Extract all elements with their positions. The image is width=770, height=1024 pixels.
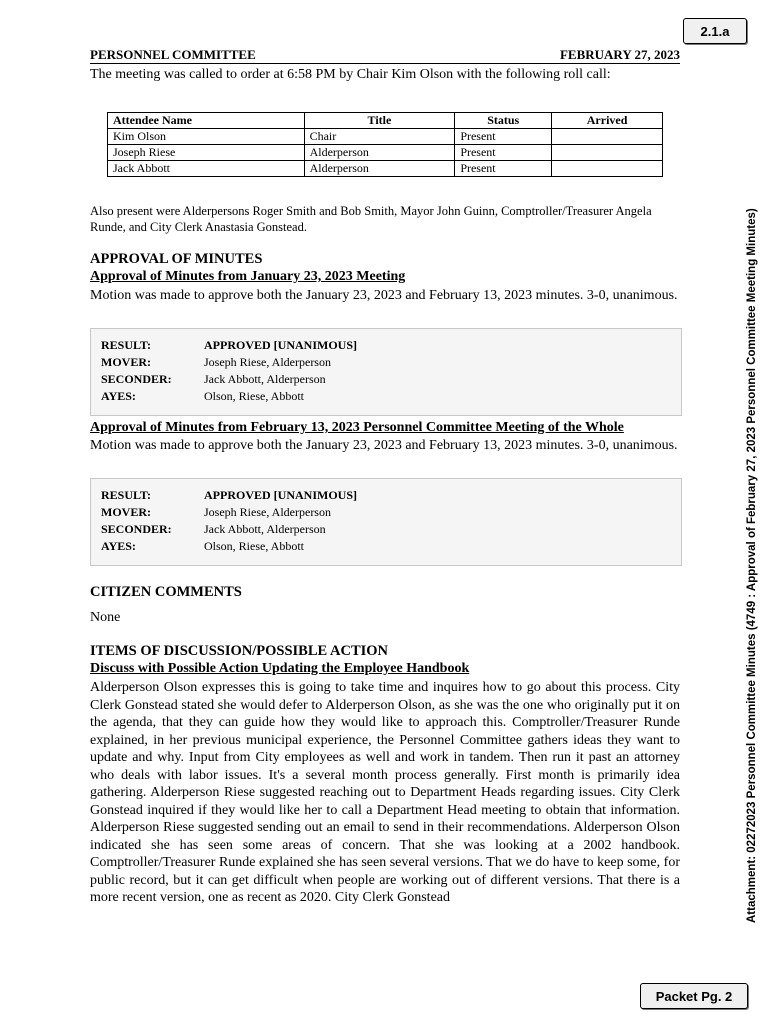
vote-value: APPROVED [UNANIMOUS] <box>204 338 357 352</box>
attendee-title: Chair <box>304 129 455 145</box>
vote-row <box>101 487 357 504</box>
column-header: Attendee Name <box>108 113 305 129</box>
approval-item-1-text: Motion was made to approve both the January 23, 2023 and February 13, 2023 minutes. 3-0, unanimous. <box>90 288 678 303</box>
approval-item-1-title: Approval of Minutes from January 23, 2023 Meeting <box>90 269 406 284</box>
approval-item-2-text: Motion was made to approve both the January 23, 2023 and February 13, 2023 minutes. 3-0, unanimous. <box>90 438 678 453</box>
vote-value: Olson, Riese, Abbott <box>204 539 305 553</box>
vote-row <box>101 538 304 555</box>
table-header-row <box>108 113 663 129</box>
vote-value: Olson, Riese, Abbott <box>204 389 305 403</box>
vote-result-box-1 <box>90 328 682 416</box>
attendee-status: Present <box>455 161 552 177</box>
attendee-name: Jack Abbott <box>108 161 305 177</box>
attendee-status: Present <box>455 145 552 161</box>
meeting-date: FEBRUARY 27, 2023 <box>559 47 680 62</box>
table-row <box>108 145 663 161</box>
attendee-title: Alderperson <box>304 145 455 161</box>
vote-label: SECONDER: <box>101 522 172 536</box>
vote-value: Joseph Riese, Alderperson <box>204 355 331 369</box>
roll-call-table <box>107 112 663 177</box>
vote-label: RESULT: <box>101 338 152 352</box>
vote-row <box>101 337 357 354</box>
attachment-sidebar-text: Attachment: 02272023 Personnel Committee Minutes (4749 : Approval of February 27, 2023 Personnel Committee Meeting Minutes) <box>746 208 758 923</box>
attendee-title: Alderperson <box>304 161 455 177</box>
attendee-arrived <box>552 129 663 145</box>
also-present-text: Also present were Alderpersons Roger Smith and Bob Smith, Mayor John Guinn, Comptroller/Treasurer Angela Runde, and City Clerk Anastasia Gonstead. <box>90 204 652 234</box>
attendee-name: Joseph Riese <box>108 145 305 161</box>
discussion-item-text: Alderperson Olson expresses this is going to take time and inquires how to go about this process. City Clerk Gonstead stated she would defer to Alderperson Olson, as she was the one who originally put it on the agenda, that they can guide how they would like to approach this. Comptroller/Treasurer Runde explained, in her previous municipal experience, the Personnel Committee gathers ideas they want to update and why. Input from City employees as well and work in tandem. Then run it past an attorney who deals with labor issues. It's a several month process generally. First month is primarily idea gathering. Alderperson Riese suggested reaching out to Department Heads regarding issues. City Clerk Gonstead inquired if they would like her to call a Department Head meeting to obtain that information. Alderperson Riese suggested sending out an email to send in their recommendations. Alderperson Olson indicated she has seen some areas of concern. That she was looking at a 2002 handbook. Comptroller/Treasurer Runde explained she has seen several versions. That we do have to keep some, for public record, but it can get difficult when people are working out of different versions. That there is a more recent version, one as recent as 2020. City Clerk Gonstead <box>90 680 680 905</box>
vote-result-box-2 <box>90 478 682 566</box>
attendee-arrived <box>552 161 663 177</box>
vote-label: AYES: <box>101 539 136 553</box>
table-row <box>108 129 663 145</box>
vote-value: Jack Abbott, Alderperson <box>204 372 326 386</box>
attendee-status: Present <box>455 129 552 145</box>
discussion-heading: ITEMS OF DISCUSSION/POSSIBLE ACTION <box>90 643 389 659</box>
packet-page-number: Packet Pg. 2 <box>640 983 748 1009</box>
table-row <box>108 161 663 177</box>
column-header: Title <box>304 113 455 129</box>
vote-label: RESULT: <box>101 488 152 502</box>
vote-row <box>101 521 326 538</box>
vote-row <box>101 388 304 405</box>
committee-name: PERSONNEL COMMITTEE <box>90 47 256 62</box>
vote-value: Joseph Riese, Alderperson <box>204 505 331 519</box>
vote-value: APPROVED [UNANIMOUS] <box>204 488 357 502</box>
vote-label: MOVER: <box>101 505 151 519</box>
column-header: Status <box>455 113 552 129</box>
intro-text: The meeting was called to order at 6:58 PM by Chair Kim Olson with the following roll call: <box>90 67 611 82</box>
citizen-comments-heading: CITIZEN COMMENTS <box>90 584 242 600</box>
approval-item-2-title: Approval of Minutes from February 13, 2023 Personnel Committee Meeting of the Whole <box>90 420 624 435</box>
attendee-name: Kim Olson <box>108 129 305 145</box>
approval-heading: APPROVAL OF MINUTES <box>90 251 263 267</box>
vote-row <box>101 504 331 521</box>
citizen-comments-text: None <box>90 610 121 625</box>
page-header <box>90 47 680 64</box>
column-header: Arrived <box>552 113 663 129</box>
document-tag: 2.1.a <box>683 18 747 44</box>
vote-label: MOVER: <box>101 355 151 369</box>
discussion-item-title: Discuss with Possible Action Updating the Employee Handbook <box>90 661 470 676</box>
attendee-arrived <box>552 145 663 161</box>
vote-row <box>101 371 326 388</box>
vote-label: SECONDER: <box>101 372 172 386</box>
vote-value: Jack Abbott, Alderperson <box>204 522 326 536</box>
vote-label: AYES: <box>101 389 136 403</box>
vote-row <box>101 354 331 371</box>
